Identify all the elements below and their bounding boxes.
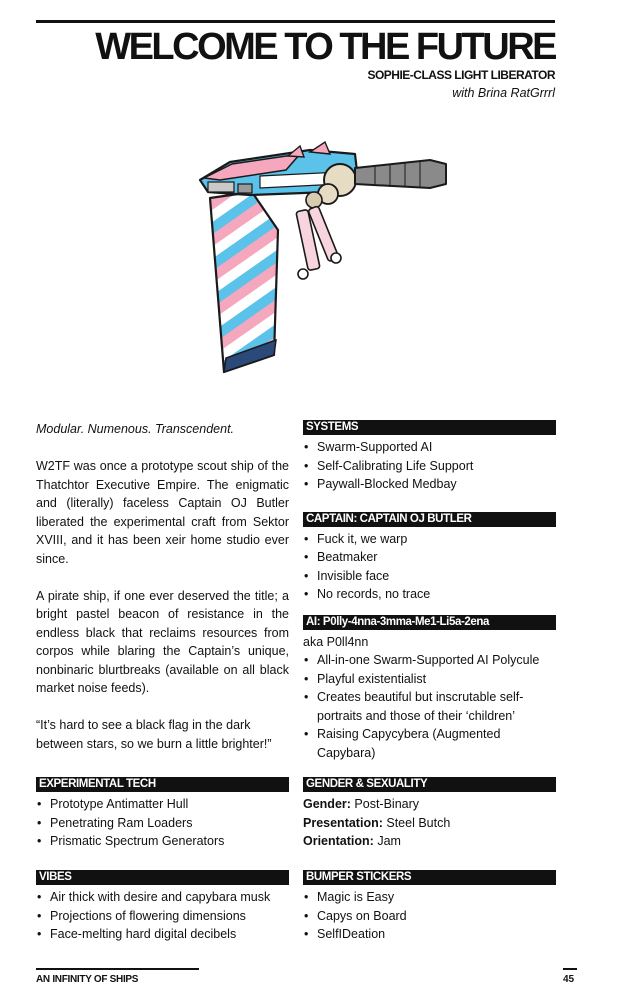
top-rule [36, 20, 555, 23]
gender-label: Gender: [303, 797, 351, 811]
list-item: • Face-melting hard digital decibels [36, 925, 289, 944]
vibes-list [36, 888, 289, 944]
list-item: • Capys on Board [303, 907, 556, 926]
byline: with Brina RatGrrrl [452, 86, 555, 100]
list-item: • Playful existentialist [303, 670, 556, 689]
page-title: WELCOME TO THE FUTURE [95, 26, 555, 68]
orientation-label: Orientation: [303, 834, 374, 848]
page-subtitle: SOPHIE-CLASS LIGHT LIBERATOR [367, 68, 555, 82]
list-item: • Fuck it, we warp [303, 530, 556, 549]
vibes-section [36, 870, 289, 944]
ship-illustration [190, 140, 460, 390]
ai-heading: AI: P0lly-4nna-3mma-Me1-Li5a-2ena [303, 615, 556, 630]
captain-section [303, 512, 556, 604]
list-item: • Swarm-Supported AI [303, 438, 556, 457]
ai-aka: aka P0ll4nn [303, 634, 369, 649]
bumper-stickers-list [303, 888, 556, 944]
vibes-heading: VIBES [36, 870, 289, 885]
captain-list [303, 530, 556, 604]
tagline: Modular. Numenous. Transcendent. [36, 422, 235, 436]
intro-column [36, 420, 289, 753]
list-item: • All-in-one Swarm-Supported AI Polycule [303, 651, 556, 670]
list-item: • Magic is Easy [303, 888, 556, 907]
ship-cannon [355, 160, 446, 188]
intro-paragraph-1: W2TF was once a prototype scout ship of the Thatchtor Executive Empire. The enigmatic and (literally) faceless Captain OJ Butler liberated the experimental craft from Sektor XVIII, and it has been xeir home studio ever since. [36, 459, 289, 566]
list-item: • Air thick with desire and capybara musk [36, 888, 289, 907]
list-item: • Invisible face [303, 567, 556, 586]
footer-rule-left [36, 968, 199, 970]
gender-heading: GENDER & SEXUALITY [303, 777, 556, 792]
systems-heading: SYSTEMS [303, 420, 556, 435]
presentation-row [303, 814, 556, 833]
gender-row [303, 795, 556, 814]
list-item: • Penetrating Ram Loaders [36, 814, 289, 833]
systems-list [303, 438, 556, 494]
list-item: • SelfIDeation [303, 925, 556, 944]
experimental-tech-list [36, 795, 289, 851]
presentation-value: Steel Butch [386, 815, 451, 830]
ai-section [303, 615, 556, 763]
list-item: • Creates beautiful but inscrutable self-portraits and those of their ‘children’ [303, 688, 556, 725]
footer-book-title: AN INFINITY OF SHIPS [36, 974, 139, 985]
list-item: • Projections of flowering dimensions [36, 907, 289, 926]
bumper-stickers-section [303, 870, 556, 944]
captain-heading: CAPTAIN: CAPTAIN OJ BUTLER [303, 512, 556, 527]
ai-list [303, 651, 556, 762]
gender-value: Post-Binary [354, 797, 420, 811]
list-item: • Self-Calibrating Life Support [303, 457, 556, 476]
page-number: 45 [563, 974, 575, 985]
list-item: • Beatmaker [303, 548, 556, 567]
gender-rows [303, 795, 556, 851]
list-item: • Prismatic Spectrum Generators [36, 832, 289, 851]
stats-column [303, 420, 556, 762]
presentation-label: Presentation: [303, 815, 383, 830]
footer-rule-right [563, 968, 577, 970]
list-item: • Raising Capycybera (Augmented Capybara) [303, 725, 556, 762]
list-item: • No records, no trace [303, 585, 556, 604]
bumper-stickers-heading: BUMPER STICKERS [303, 870, 556, 885]
experimental-tech-heading: EXPERIMENTAL TECH [36, 777, 289, 792]
gender-section [303, 777, 556, 851]
orientation-row [303, 832, 556, 851]
list-item: • Prototype Antimatter Hull [36, 795, 289, 814]
list-item: • Paywall-Blocked Medbay [303, 475, 556, 494]
experimental-tech-section [36, 777, 289, 851]
intro-paragraph-2: A pirate ship, if one ever deserved the title; a bright pastel beacon of resistance in the endless black that reclaims resources from corpos while blaring the Captain’s unique, nonbinaric blurtbreaks (available on all black market noise feeds). [36, 588, 289, 695]
systems-section [303, 420, 556, 494]
orientation-value: Jam [377, 834, 401, 848]
intro-quote: “It’s hard to see a black flag in the dark between stars, so we burn a little brighter!” [36, 718, 272, 751]
